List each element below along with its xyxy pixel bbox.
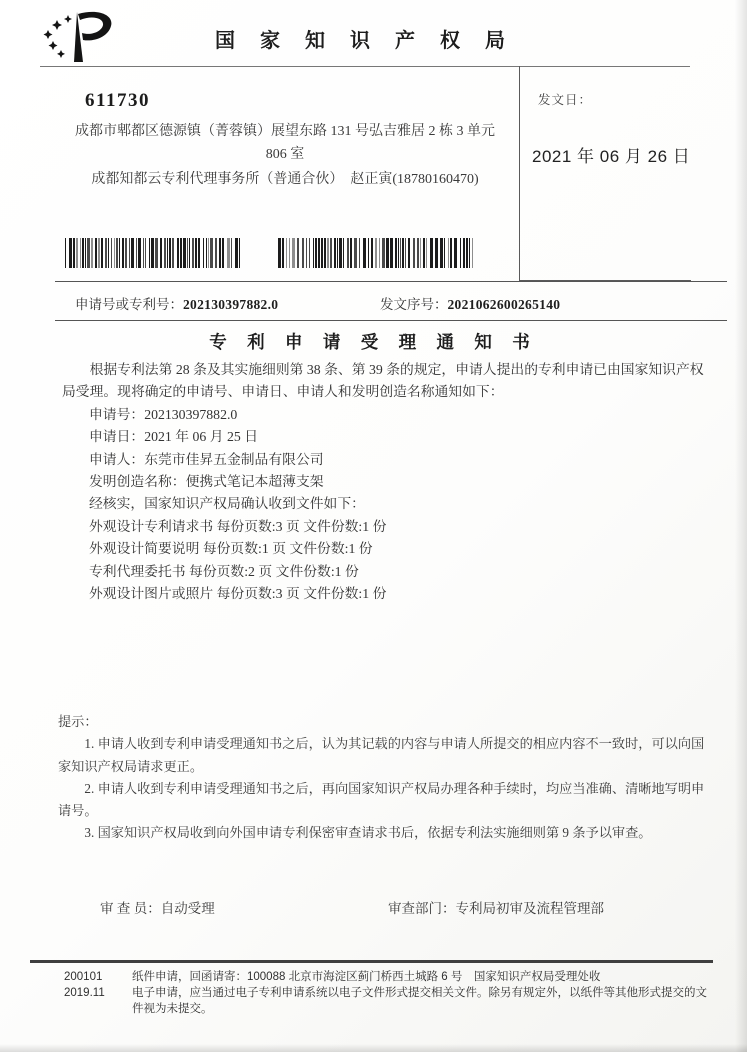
form-date: 2019.11 — [64, 987, 105, 999]
form-code: 200101 — [64, 971, 103, 983]
examiner-value: 自动受理 — [160, 901, 215, 916]
tip-item: 3. 国家知识产权局收到向外国申请专利保密审查请求书后，依据专利法实施细则第 9 条予以审查。 — [84, 825, 652, 841]
notice-title: 专 利 申 请 受 理 通 知 书 — [209, 332, 538, 352]
reference-row — [0, 293, 747, 315]
recipient-address-line2: 806 室 — [265, 147, 305, 162]
separator-rule-top — [55, 281, 727, 282]
dispatch-date-value: 2021 年 06 月 26 日 — [532, 147, 691, 166]
notice-body — [62, 359, 708, 605]
tip-item: 2. 申请人收到专利申请受理通知书之后，再向国家知识产权局办理各种手续时，均应当准确、清晰地写明申请号。 — [58, 780, 705, 819]
recipient-address-line1: 成都市郫都区德源镇（菁蓉镇）展望东路 131 号弘吉雅居 2 栋 3 单元 — [75, 124, 495, 139]
field-application-number — [62, 404, 708, 426]
signoff-row — [0, 897, 747, 917]
field-label: 申请号： — [89, 406, 145, 422]
footer-text-block — [132, 969, 710, 1017]
footer-rule — [30, 960, 713, 963]
form-code-block — [64, 969, 126, 1001]
field-label: 申请人： — [89, 451, 145, 467]
separator-rule-bottom — [55, 320, 727, 321]
agency-title: 国 家 知 识 产 权 局 — [215, 30, 515, 52]
scan-edge-shadow-bottom — [0, 1044, 747, 1052]
application-number-group — [75, 293, 278, 313]
received-document-item: 外观设计图片或照片 每份页数:3 页 文件份数:1 份 — [89, 586, 387, 602]
field-value: 便携式笔记本超薄支架 — [185, 474, 324, 490]
tips-section — [58, 711, 710, 845]
paper-filing-line: 纸件申请，回函请寄：100088 北京市海淀区蓟门桥西土城路 6 号 国家知识产权局受理处收 — [132, 971, 601, 983]
application-number-label: 申请号或专利号： — [75, 297, 183, 312]
field-invention-title — [62, 471, 708, 493]
barcode-right — [278, 238, 478, 268]
postal-code: 611730 — [85, 90, 150, 111]
dispatch-date-label: 发文日： — [538, 93, 593, 107]
scan-edge-shadow-right — [735, 0, 747, 1052]
received-documents-list — [62, 516, 708, 606]
field-application-date — [62, 426, 708, 448]
agent-line: 成都知都云专利代理事务所（普通合伙） 赵正寅(18780160470) — [91, 172, 479, 187]
tip-item: 1. 申请人收到专利申请受理通知书之后，认为其记载的内容与申请人所提交的相应内容不一致时，可以向国家知识产权局请求更正。 — [58, 736, 705, 774]
received-document-item: 外观设计简要说明 每份页数:1 页 文件份数:1 份 — [89, 541, 373, 557]
examiner-label: 审 查 员： — [100, 901, 161, 916]
field-value: 2021 年 06 月 25 日 — [144, 429, 259, 445]
serial-number-value: 2021062600265140 — [447, 297, 561, 312]
field-applicant — [62, 449, 708, 471]
field-value: 202130397882.0 — [144, 406, 238, 422]
application-number-value: 202130397882.0 — [183, 297, 279, 312]
department-group — [388, 897, 604, 917]
dispatch-date-box — [519, 66, 691, 281]
field-label: 发明创造名称： — [89, 474, 186, 490]
barcode-left — [65, 238, 243, 268]
field-label: 申请日： — [89, 429, 145, 445]
serial-number-label: 发文序号： — [380, 297, 448, 312]
confirmation-line: 经核实，国家知识产权局确认收到文件如下： — [89, 496, 365, 512]
department-label: 审查部门： — [388, 901, 456, 916]
notice-intro: 根据专利法第 28 条及其实施细则第 38 条、第 39 条的规定，申请人提出的专利申请已由国家知识产权局受理。现将确定的申请号、申请日、申请人和发明创造名称通知如下： — [62, 362, 704, 400]
tips-list — [58, 733, 710, 844]
received-document-item: 外观设计专利请求书 每份页数:3 页 文件份数:1 份 — [89, 518, 387, 534]
department-value: 专利局初审及流程管理部 — [455, 901, 604, 916]
examiner-group — [100, 897, 215, 917]
received-document-item: 专利代理委托书 每份页数:2 页 文件份数:1 份 — [89, 563, 359, 579]
efiling-line: 电子申请，应当通过电子专利申请系统以电子文件形式提交相关文件。除另有规定外，以纸件等其他形式提交的文件视为未提交。 — [132, 987, 707, 1015]
tips-label: 提示： — [58, 714, 98, 729]
field-value: 东莞市佳昇五金制品有限公司 — [144, 451, 324, 467]
recipient-block — [60, 90, 510, 191]
serial-number-group — [380, 293, 560, 313]
